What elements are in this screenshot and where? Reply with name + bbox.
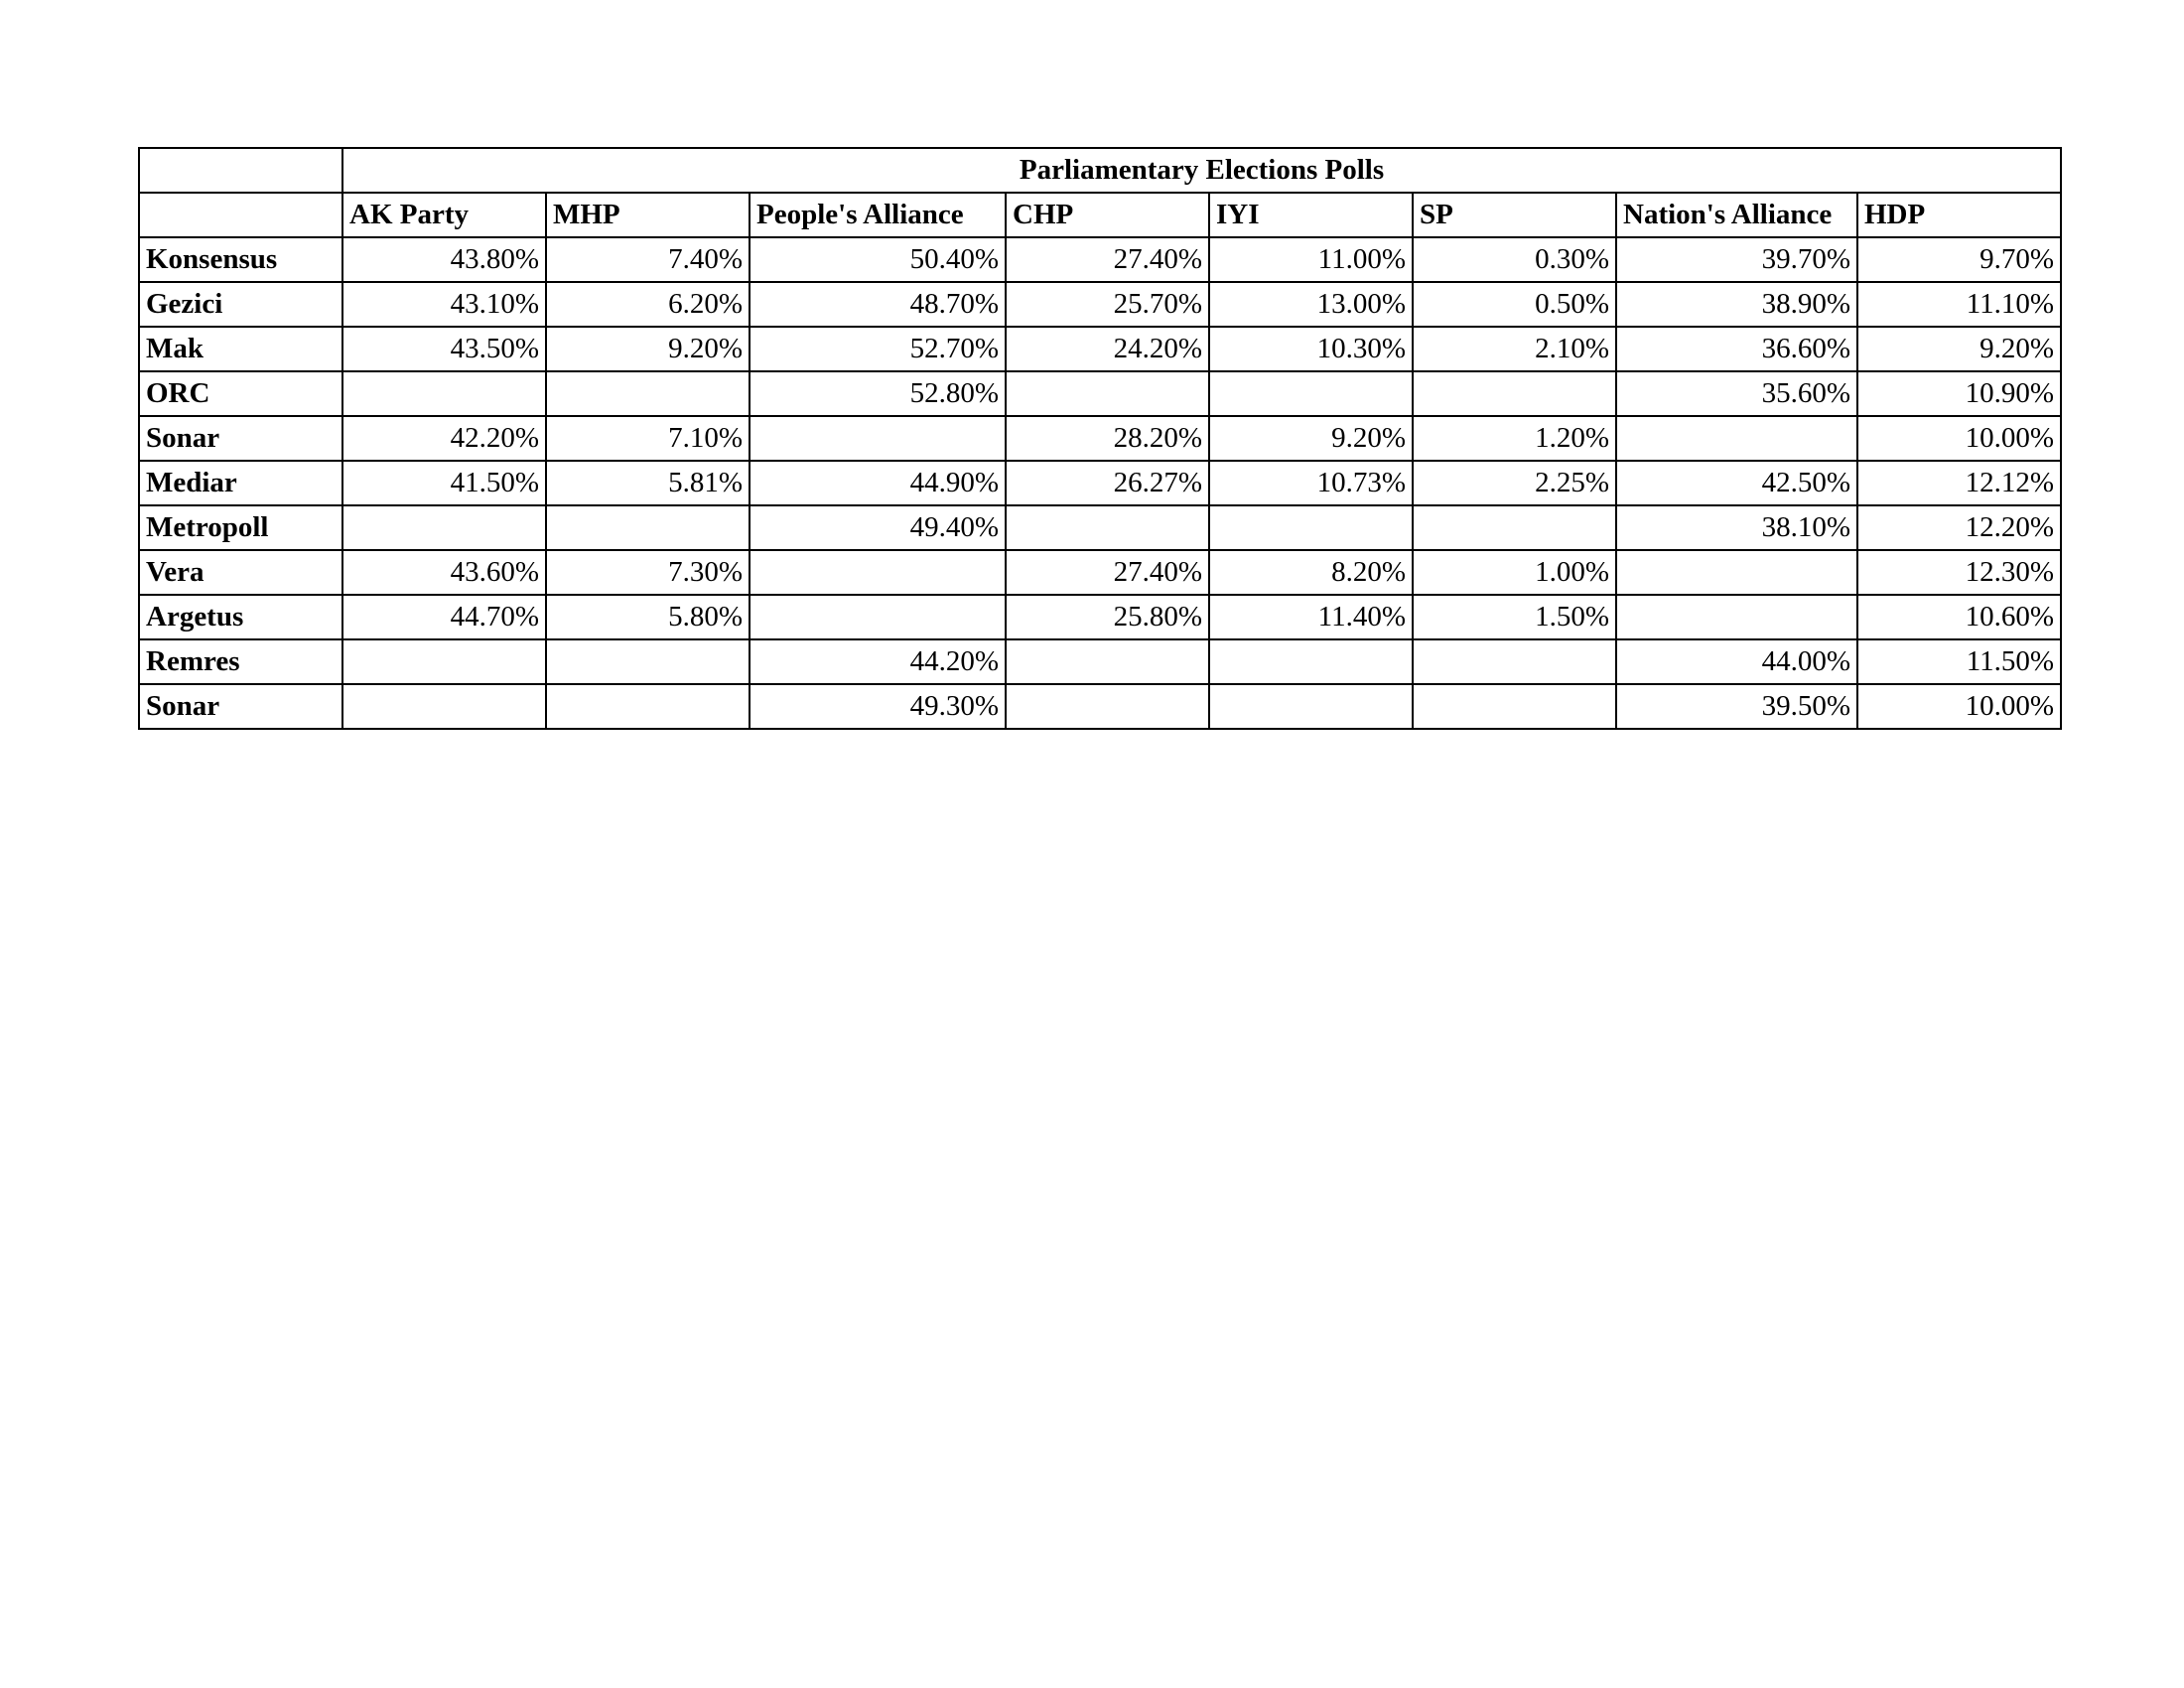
poll-value-cell: 1.20% xyxy=(1413,416,1616,461)
poll-value-cell: 43.60% xyxy=(342,550,546,595)
poll-value-cell: 49.40% xyxy=(750,505,1006,550)
poll-value-cell: 25.70% xyxy=(1006,282,1209,327)
poll-value-cell: 52.70% xyxy=(750,327,1006,371)
poll-value-cell: 1.00% xyxy=(1413,550,1616,595)
table-row xyxy=(139,237,2061,282)
column-header-mhp: MHP xyxy=(546,193,750,237)
poll-value-cell xyxy=(1209,371,1413,416)
poll-value-cell: 10.30% xyxy=(1209,327,1413,371)
poll-value-cell: 42.50% xyxy=(1616,461,1857,505)
table-title: Parliamentary Elections Polls xyxy=(342,148,2061,193)
poll-value-cell: 13.00% xyxy=(1209,282,1413,327)
poll-value-cell xyxy=(1209,505,1413,550)
pollster-name: Konsensus xyxy=(139,237,342,282)
pollster-name: Mediar xyxy=(139,461,342,505)
poll-value-cell: 10.00% xyxy=(1857,684,2061,729)
poll-value-cell: 52.80% xyxy=(750,371,1006,416)
poll-value-cell xyxy=(1209,639,1413,684)
poll-value-cell: 9.20% xyxy=(1209,416,1413,461)
poll-value-cell: 39.70% xyxy=(1616,237,1857,282)
poll-value-cell: 12.30% xyxy=(1857,550,2061,595)
header-row xyxy=(139,193,2061,237)
table-row xyxy=(139,327,2061,371)
poll-value-cell: 1.50% xyxy=(1413,595,1616,639)
poll-value-cell: 9.20% xyxy=(1857,327,2061,371)
poll-value-cell: 6.20% xyxy=(546,282,750,327)
poll-value-cell: 43.10% xyxy=(342,282,546,327)
poll-value-cell xyxy=(1006,639,1209,684)
column-header-iyi: IYI xyxy=(1209,193,1413,237)
poll-value-cell: 27.40% xyxy=(1006,237,1209,282)
poll-value-cell xyxy=(546,505,750,550)
pollster-name: Vera xyxy=(139,550,342,595)
table-row xyxy=(139,416,2061,461)
poll-value-cell: 2.25% xyxy=(1413,461,1616,505)
table-row xyxy=(139,282,2061,327)
poll-value-cell xyxy=(1616,550,1857,595)
column-header-peoples-alliance: People's Alliance xyxy=(750,193,1006,237)
pollster-name: Metropoll xyxy=(139,505,342,550)
poll-value-cell: 28.20% xyxy=(1006,416,1209,461)
poll-value-cell: 44.00% xyxy=(1616,639,1857,684)
table-row xyxy=(139,371,2061,416)
poll-value-cell xyxy=(1413,371,1616,416)
poll-value-cell: 44.20% xyxy=(750,639,1006,684)
poll-value-cell: 2.10% xyxy=(1413,327,1616,371)
poll-value-cell: 11.50% xyxy=(1857,639,2061,684)
poll-value-cell: 24.20% xyxy=(1006,327,1209,371)
poll-value-cell xyxy=(1413,684,1616,729)
poll-value-cell: 10.73% xyxy=(1209,461,1413,505)
poll-value-cell: 38.90% xyxy=(1616,282,1857,327)
poll-value-cell: 43.80% xyxy=(342,237,546,282)
polls-table xyxy=(138,147,2062,730)
poll-value-cell xyxy=(1616,416,1857,461)
column-header-ak-party: AK Party xyxy=(342,193,546,237)
poll-value-cell: 8.20% xyxy=(1209,550,1413,595)
poll-value-cell xyxy=(342,639,546,684)
poll-value-cell: 12.20% xyxy=(1857,505,2061,550)
poll-value-cell: 44.90% xyxy=(750,461,1006,505)
poll-value-cell: 39.50% xyxy=(1616,684,1857,729)
poll-value-cell xyxy=(546,639,750,684)
table-row xyxy=(139,505,2061,550)
poll-value-cell: 25.80% xyxy=(1006,595,1209,639)
poll-value-cell xyxy=(342,371,546,416)
table-row xyxy=(139,550,2061,595)
poll-value-cell: 0.50% xyxy=(1413,282,1616,327)
corner-cell xyxy=(139,193,342,237)
poll-value-cell: 9.70% xyxy=(1857,237,2061,282)
poll-value-cell: 48.70% xyxy=(750,282,1006,327)
poll-value-cell xyxy=(1616,595,1857,639)
table-row xyxy=(139,684,2061,729)
poll-value-cell xyxy=(342,505,546,550)
poll-value-cell xyxy=(546,684,750,729)
poll-value-cell xyxy=(546,371,750,416)
poll-value-cell: 44.70% xyxy=(342,595,546,639)
poll-value-cell xyxy=(1413,505,1616,550)
poll-value-cell: 5.81% xyxy=(546,461,750,505)
column-header-chp: CHP xyxy=(1006,193,1209,237)
corner-cell xyxy=(139,148,342,193)
poll-sheet xyxy=(138,147,2062,730)
poll-value-cell: 5.80% xyxy=(546,595,750,639)
poll-value-cell: 10.00% xyxy=(1857,416,2061,461)
title-row xyxy=(139,148,2061,193)
pollster-name: Sonar xyxy=(139,684,342,729)
poll-value-cell: 36.60% xyxy=(1616,327,1857,371)
poll-value-cell: 11.00% xyxy=(1209,237,1413,282)
poll-value-cell: 7.30% xyxy=(546,550,750,595)
poll-value-cell: 26.27% xyxy=(1006,461,1209,505)
poll-value-cell xyxy=(750,595,1006,639)
poll-value-cell: 10.60% xyxy=(1857,595,2061,639)
poll-value-cell: 11.10% xyxy=(1857,282,2061,327)
poll-value-cell: 49.30% xyxy=(750,684,1006,729)
poll-value-cell: 7.10% xyxy=(546,416,750,461)
poll-value-cell: 12.12% xyxy=(1857,461,2061,505)
poll-value-cell xyxy=(1006,371,1209,416)
poll-value-cell: 38.10% xyxy=(1616,505,1857,550)
poll-value-cell: 42.20% xyxy=(342,416,546,461)
poll-value-cell: 50.40% xyxy=(750,237,1006,282)
poll-value-cell xyxy=(1413,639,1616,684)
poll-value-cell xyxy=(750,550,1006,595)
poll-value-cell xyxy=(1006,505,1209,550)
pollster-name: ORC xyxy=(139,371,342,416)
table-row xyxy=(139,639,2061,684)
column-header-sp: SP xyxy=(1413,193,1616,237)
poll-value-cell xyxy=(750,416,1006,461)
poll-value-cell: 7.40% xyxy=(546,237,750,282)
poll-value-cell: 0.30% xyxy=(1413,237,1616,282)
poll-value-cell: 10.90% xyxy=(1857,371,2061,416)
pollster-name: Mak xyxy=(139,327,342,371)
poll-value-cell: 27.40% xyxy=(1006,550,1209,595)
pollster-name: Argetus xyxy=(139,595,342,639)
poll-value-cell xyxy=(1006,684,1209,729)
column-header-hdp: HDP xyxy=(1857,193,2061,237)
column-header-nations-alliance: Nation's Alliance xyxy=(1616,193,1857,237)
poll-value-cell: 43.50% xyxy=(342,327,546,371)
poll-value-cell xyxy=(1209,684,1413,729)
poll-value-cell xyxy=(342,684,546,729)
pollster-name: Sonar xyxy=(139,416,342,461)
pollster-name: Remres xyxy=(139,639,342,684)
poll-value-cell: 35.60% xyxy=(1616,371,1857,416)
poll-value-cell: 11.40% xyxy=(1209,595,1413,639)
poll-value-cell: 9.20% xyxy=(546,327,750,371)
pollster-name: Gezici xyxy=(139,282,342,327)
table-row xyxy=(139,461,2061,505)
poll-value-cell: 41.50% xyxy=(342,461,546,505)
table-row xyxy=(139,595,2061,639)
